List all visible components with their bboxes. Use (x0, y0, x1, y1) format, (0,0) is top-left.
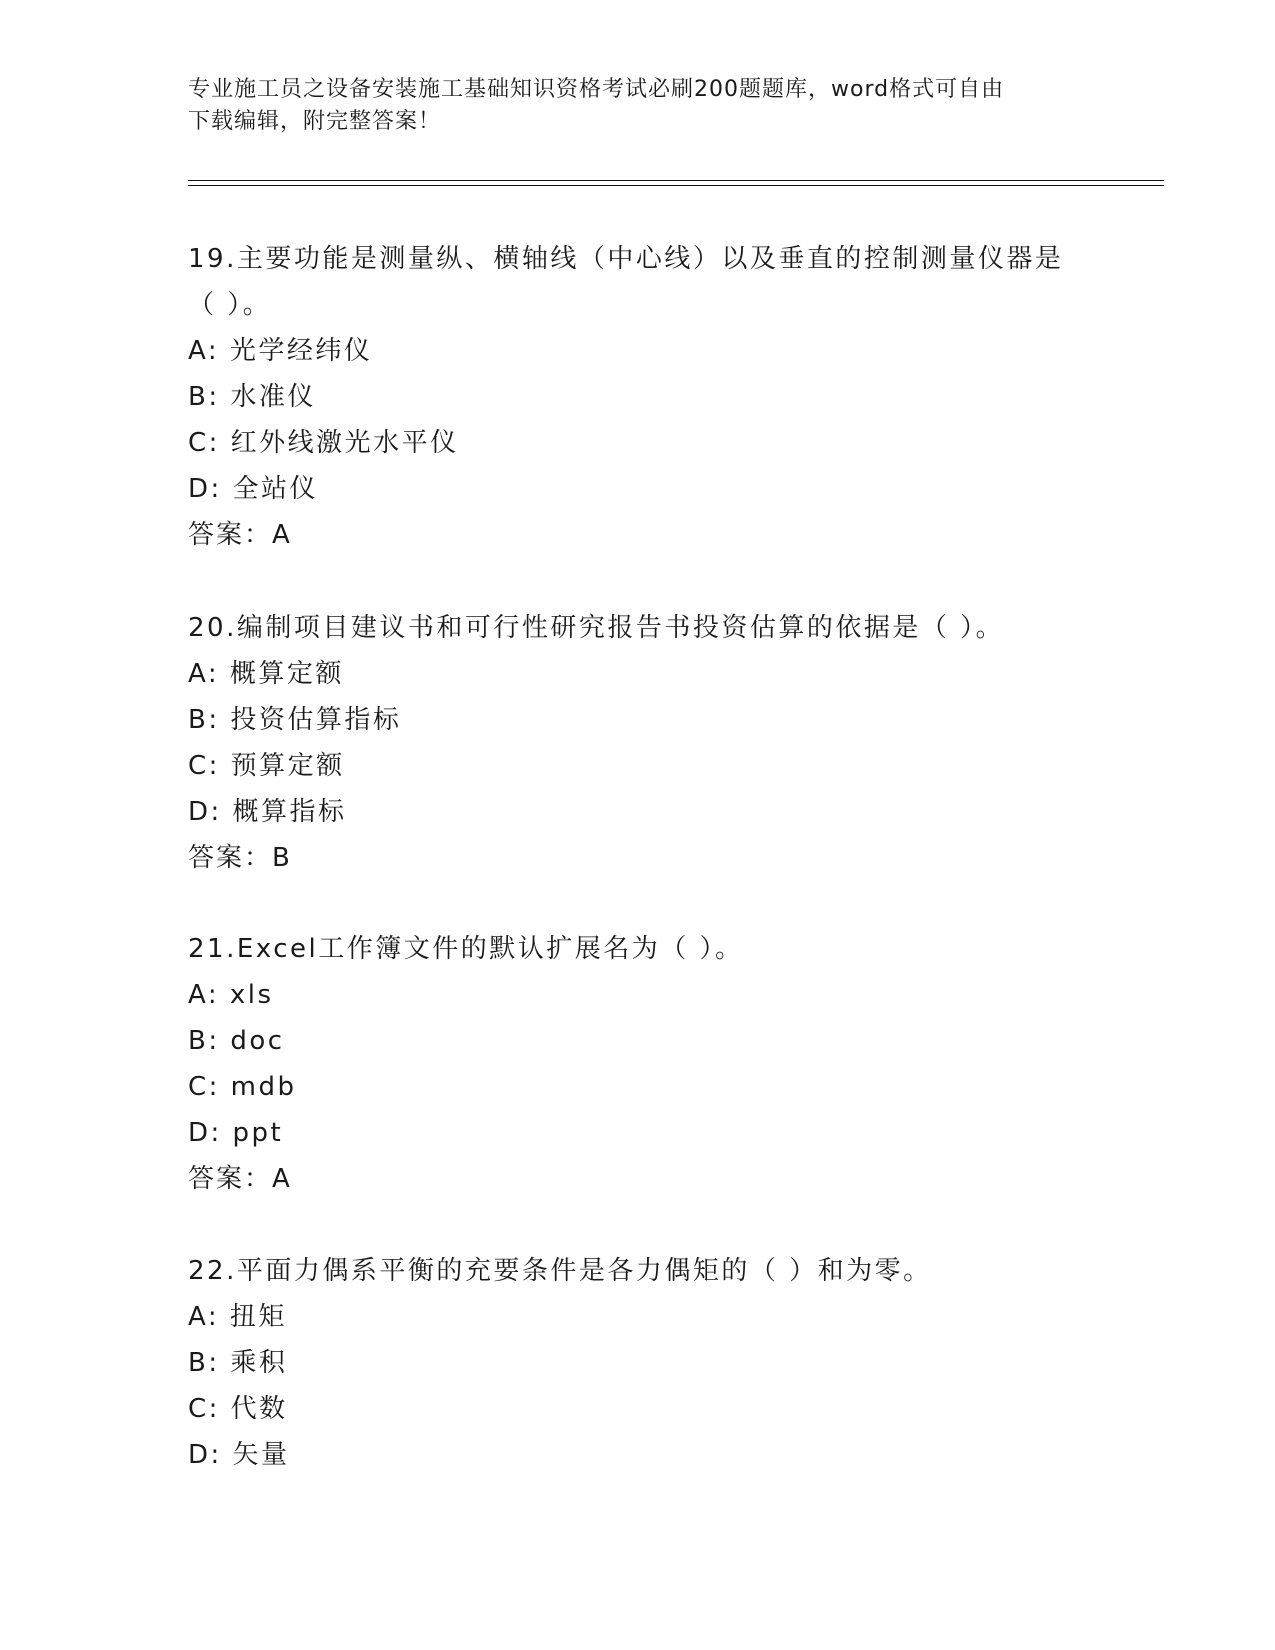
question-20 (188, 605, 1088, 881)
option-a: A: xls (188, 980, 274, 1010)
option-b: B: 水准仪 (188, 382, 316, 412)
option-a: A: 概算定额 (188, 659, 344, 689)
option-a: A: 扭矩 (188, 1302, 287, 1332)
question-stem-line-1: 19.主要功能是测量纵、横轴线（中心线）以及垂直的控制测量仪器是 (188, 244, 1064, 274)
answer: 答案：B (188, 843, 292, 873)
option-d: D: 矢量 (188, 1440, 290, 1470)
option-d: D: 概算指标 (188, 797, 347, 827)
option-c: C: 预算定额 (188, 751, 345, 781)
answer: 答案：A (188, 520, 292, 550)
question-22 (188, 1248, 1088, 1478)
question-stem-line-2: （ ）。 (188, 290, 272, 320)
option-c: C: mdb (188, 1072, 297, 1102)
question-19 (188, 236, 1088, 558)
option-b: B: 乘积 (188, 1348, 288, 1378)
option-c: C: 红外线激光水平仪 (188, 428, 459, 458)
header-divider-top (188, 180, 1164, 181)
header-line-1: 专业施工员之设备安装施工基础知识资格考试必刷200题题库，word格式可自由 (188, 77, 1005, 102)
option-d: D: ppt (188, 1118, 284, 1148)
option-d: D: 全站仪 (188, 474, 319, 504)
header-line-2: 下载编辑，附完整答案！ (188, 109, 442, 134)
question-21 (188, 926, 1088, 1202)
option-c: C: 代数 (188, 1394, 288, 1424)
question-stem-line-1: 22.平面力偶系平衡的充要条件是各力偶矩的（ ）和为零。 (188, 1256, 932, 1286)
question-stem-line-1: 20.编制项目建议书和可行性研究报告书投资估算的依据是（ ）。 (188, 613, 1005, 643)
option-b: B: 投资估算指标 (188, 705, 402, 735)
option-a: A: 光学经纬仪 (188, 336, 373, 366)
answer: 答案：A (188, 1164, 292, 1194)
option-b: B: doc (188, 1026, 285, 1056)
document-header (188, 74, 1088, 138)
question-stem-line-1: 21.Excel工作簿文件的默认扩展名为（ ）。 (188, 934, 744, 964)
header-divider-bottom (188, 185, 1164, 186)
